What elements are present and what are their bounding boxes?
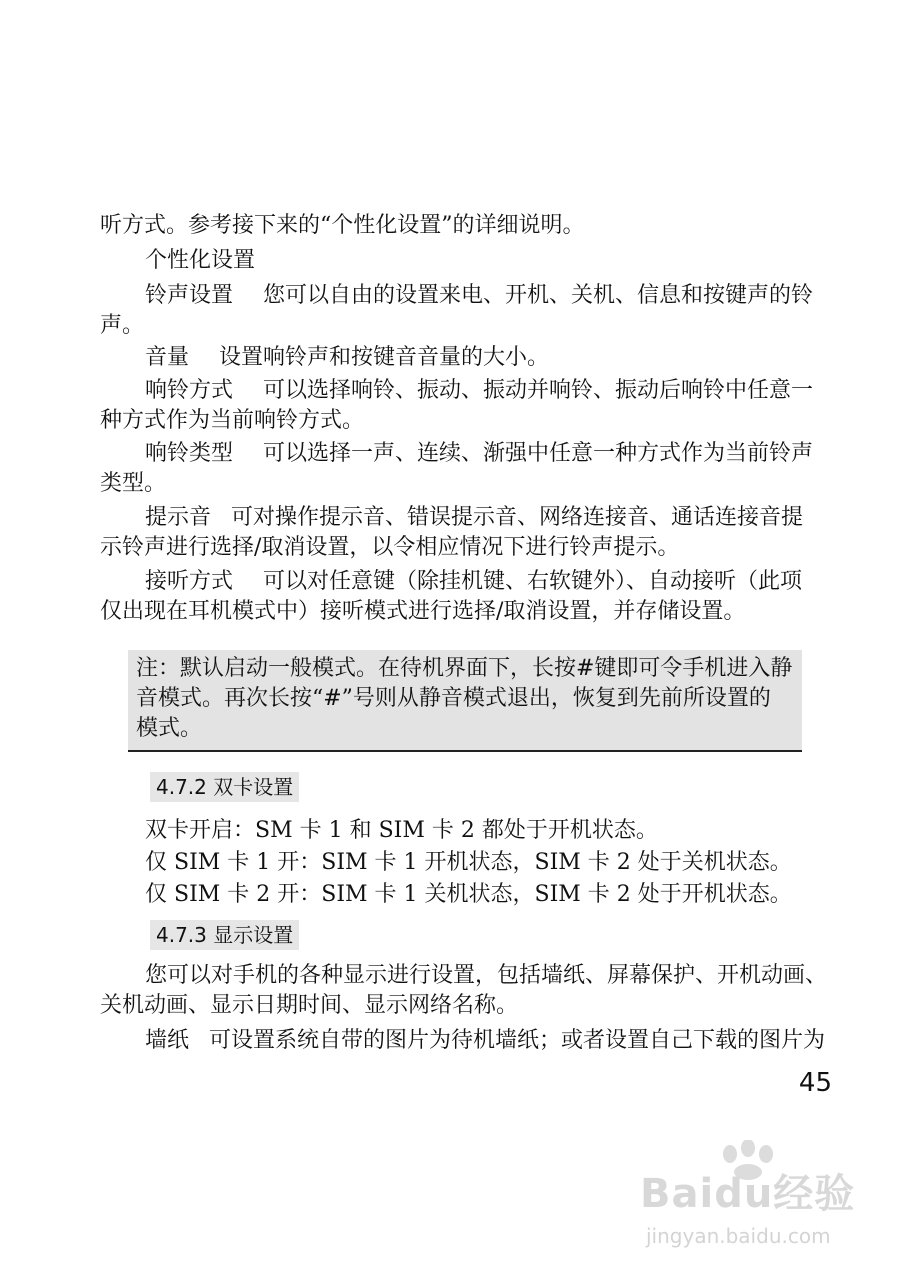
note-line3: 模式。	[136, 716, 203, 741]
ring-type-term: 响铃类型	[145, 441, 234, 466]
volume-term: 音量	[145, 345, 190, 370]
answer-mode-term: 接听方式	[145, 569, 234, 594]
prompt-tone-text2: 示铃声进行选择/取消设置，以令相应情况下进行铃声提示。	[100, 535, 680, 560]
prompt-tone-line1	[145, 502, 830, 534]
personalize-title	[145, 245, 830, 277]
prompt-tone-text1: 可对操作提示音、错误提示音、网络连接音、通话连接音提	[231, 505, 804, 530]
ring-mode-term: 响铃方式	[145, 378, 234, 403]
note-line2: 音模式。再次长按“#”号则从静音模式退出，恢复到先前所设置的	[136, 686, 771, 711]
volume-line	[145, 342, 830, 374]
ring-setting-text2: 声。	[100, 313, 145, 338]
ring-setting-text1: 您可以自由的设置来电、开机、关机、信息和按键声的铃	[263, 283, 814, 308]
page-number: 45	[798, 1068, 832, 1098]
watermark-url: jingyan.baidu.com	[646, 1224, 831, 1248]
intro-line: 听方式。参考接下来的“个性化设置”的详细说明。	[100, 213, 585, 238]
section-heading-dual-sim: 4.7.2 双卡设置	[150, 772, 299, 802]
answer-mode-text2: 仅出现在耳机模式中）接听模式进行选择/取消设置，并存储设置。	[100, 599, 746, 624]
ring-mode-line1	[145, 375, 830, 407]
note-box	[128, 650, 802, 752]
display-line2: 关机动画、显示日期时间、显示网络名称。	[100, 993, 519, 1018]
wallpaper-term: 墙纸	[145, 1028, 190, 1053]
answer-mode-text1: 可以对任意键（除挂机键、右软键外）、自动接听（此项	[263, 569, 803, 594]
baidu-watermark	[640, 1140, 870, 1260]
dual-sim-line1: 双卡开启：SM 卡 1 和 SIM 卡 2 都处于开机状态。	[145, 818, 658, 843]
answer-mode-line1	[145, 566, 830, 598]
display-line1: 您可以对手机的各种显示进行设置，包括墙纸、屏幕保护、开机动画、	[145, 963, 828, 988]
ring-type-line1	[145, 438, 830, 470]
watermark-logo: Baidu经验	[640, 1171, 856, 1217]
dual-sim-line2: 仅 SIM 卡 1 开：SIM 卡 1 开机状态，SIM 卡 2 处于关机状态。	[145, 850, 792, 875]
ring-setting-term: 铃声设置	[145, 283, 234, 308]
prompt-tone-term: 提示音	[145, 505, 212, 530]
note-line1: 注：默认启动一般模式。在待机界面下，长按#键即可令手机进入静	[136, 656, 793, 681]
dual-sim-line3: 仅 SIM 卡 2 开：SIM 卡 1 关机状态，SIM 卡 2 处于开机状态。	[145, 882, 792, 907]
personalize-title-text: 个性化设置	[145, 248, 256, 273]
ring-type-text1: 可以选择一声、连续、渐强中任意一种方式作为当前铃声	[263, 441, 814, 466]
ring-type-text2: 类型。	[100, 471, 167, 496]
section-heading-display: 4.7.3 显示设置	[150, 920, 299, 950]
wallpaper-text: 可设置系统自带的图片为待机墙纸；或者设置自己下载的图片为	[209, 1028, 826, 1053]
volume-text1: 设置响铃声和按键音音量的大小。	[219, 345, 550, 370]
wallpaper-line	[145, 1025, 830, 1057]
ring-setting-line1	[145, 280, 830, 312]
ring-mode-text1: 可以选择响铃、振动、振动并响铃、振动后响铃中任意一	[263, 378, 814, 403]
ring-mode-text2: 种方式作为当前响铃方式。	[100, 408, 365, 433]
